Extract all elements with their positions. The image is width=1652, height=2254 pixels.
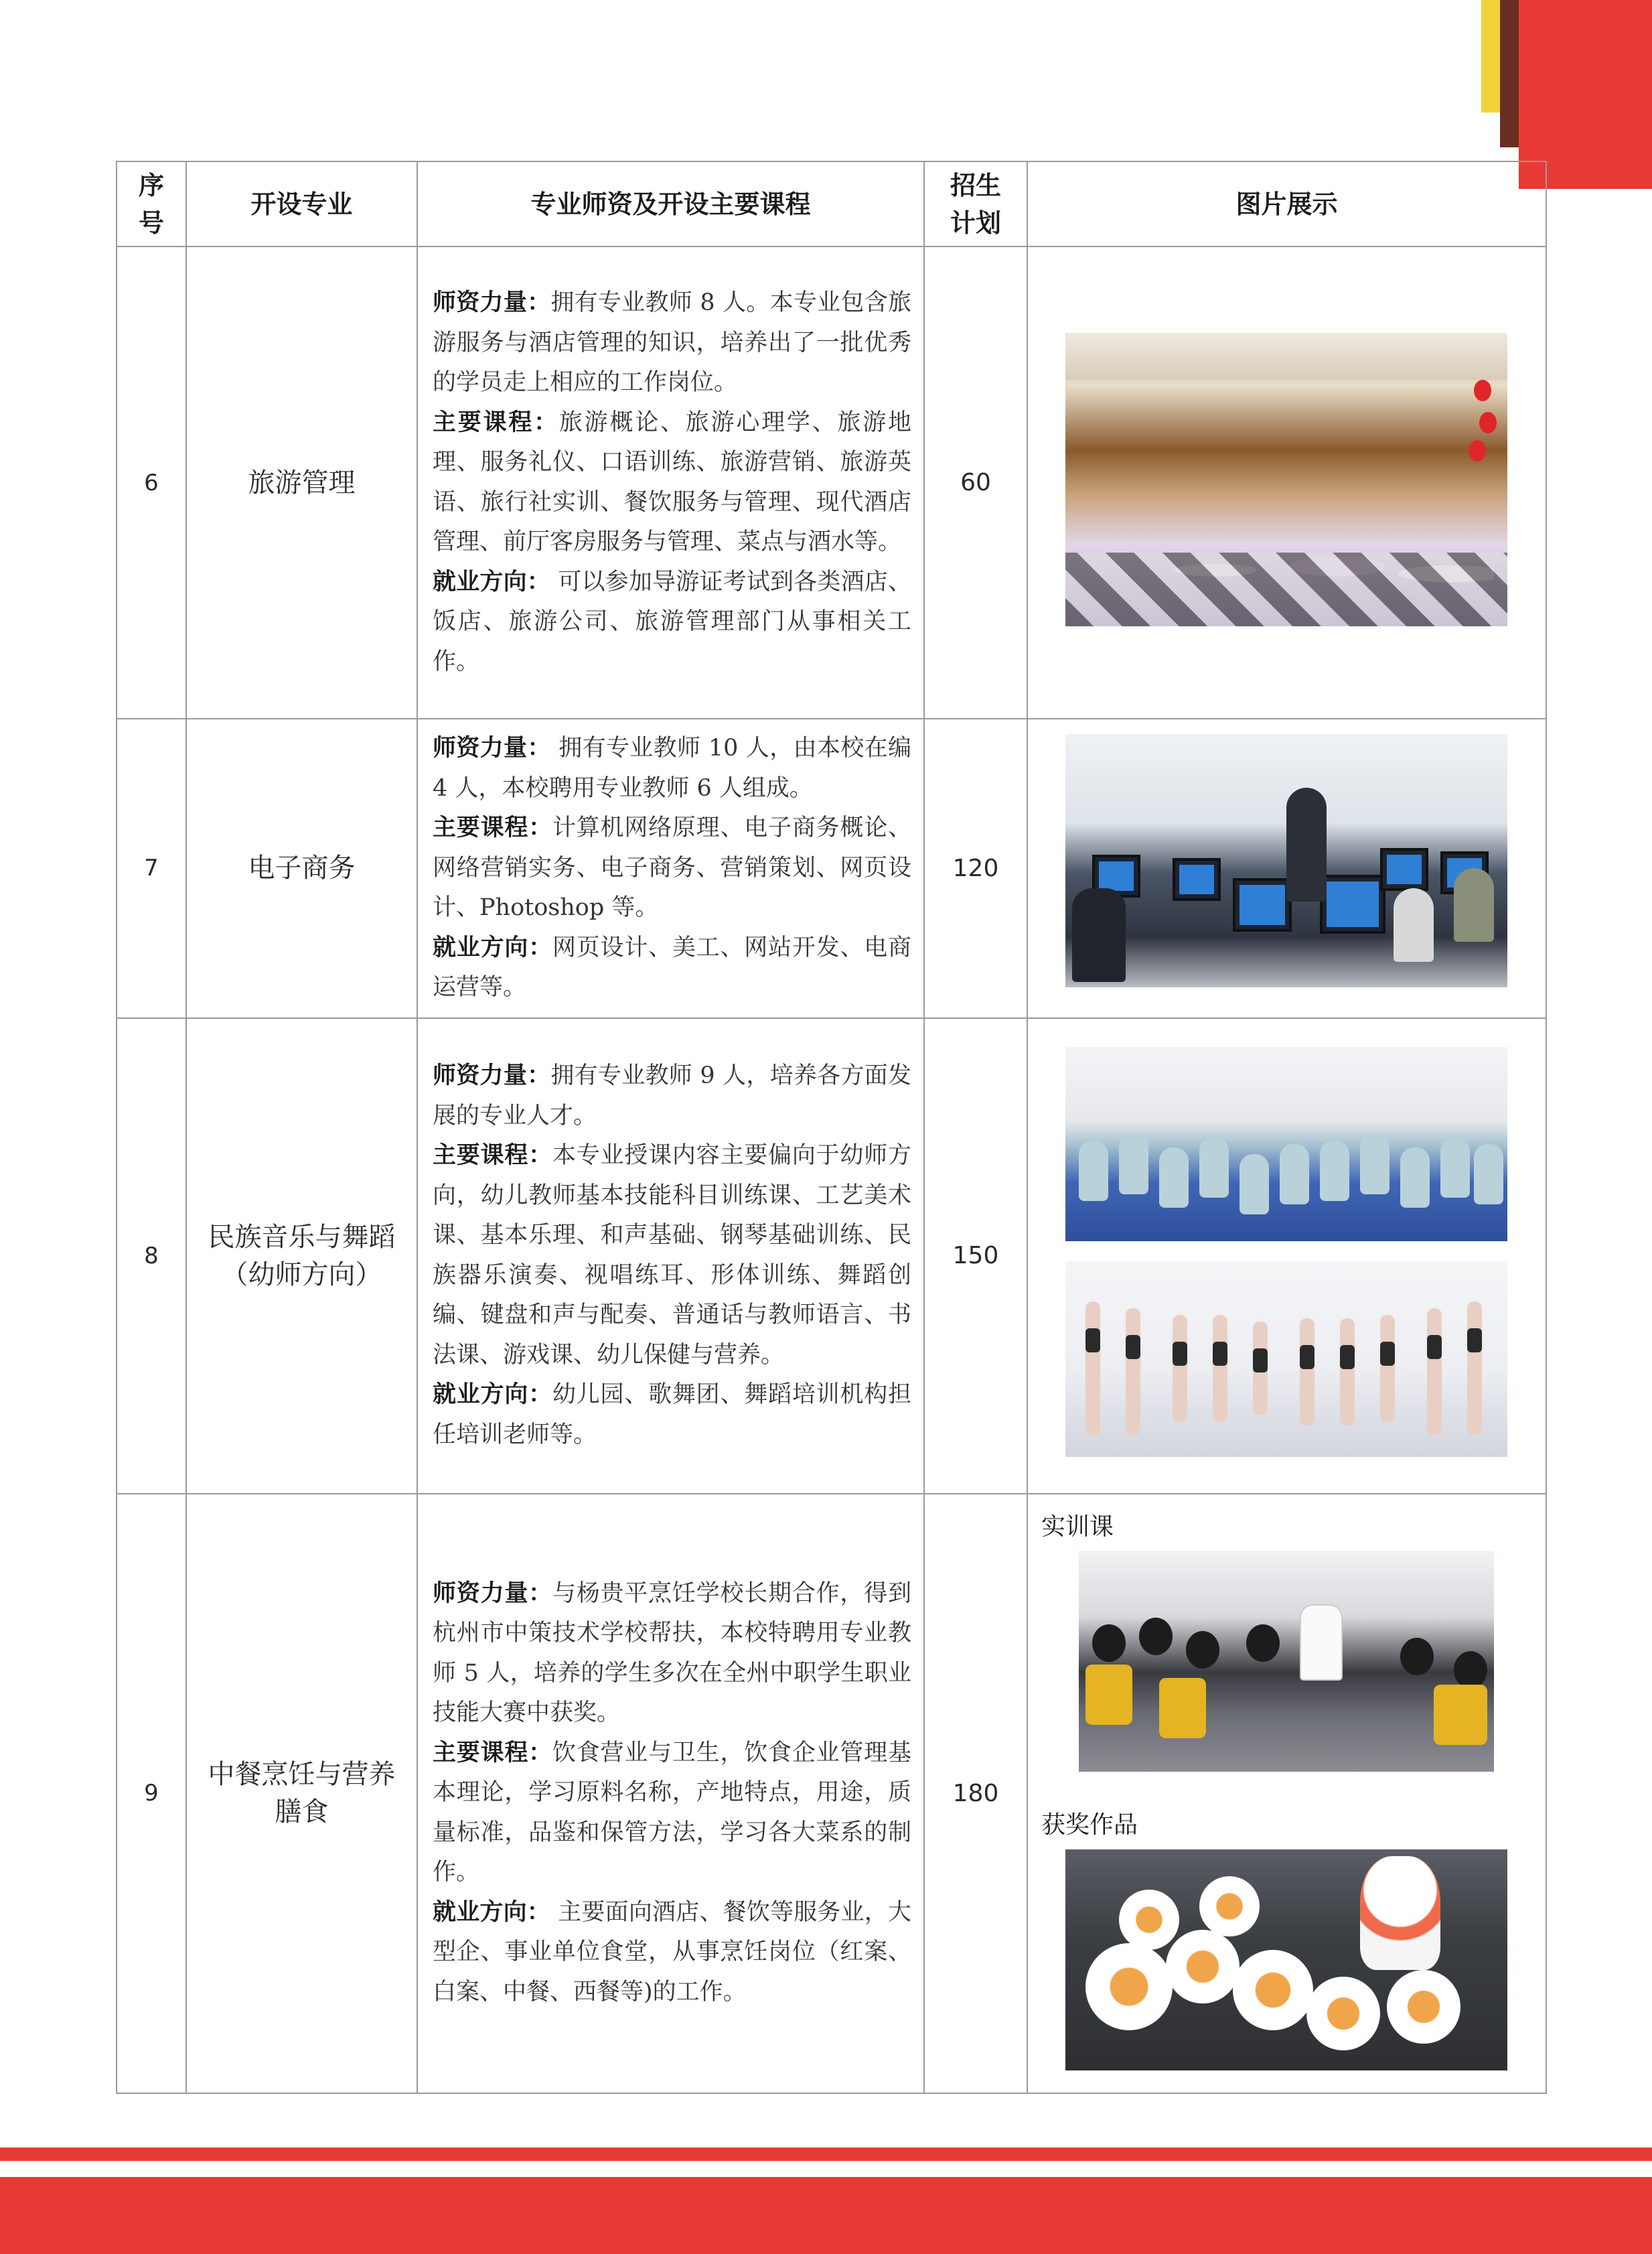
career-label: 就业方向： [433, 1898, 550, 1926]
major-name [186, 1018, 417, 1494]
major-name-line2: （幼师方向） [221, 1259, 382, 1290]
courses-text: 本专业授课内容主要偏向于幼师方向，幼儿教师基本技能科目训练课、工艺美术课、基本乐理、和声基础、钢琴基础训练、民族器乐演奏、视唱练耳、形体训练、舞蹈创编、键盘和声与配奏、普通话与教师语言、书法课、游戏课、幼儿保健与营养。 [433, 1142, 911, 1368]
caption-training: 实训课 [1041, 1512, 1114, 1541]
corner-deco-yellow [1481, 0, 1500, 113]
career-text: 网页设计、美工、网站开发、电商运营等。 [433, 934, 911, 1001]
award-dishes-photo [1065, 1849, 1507, 2070]
header-desc: 专业师资及开设主要课程 [417, 161, 924, 246]
corner-deco-brown [1500, 0, 1519, 147]
image-cell [1027, 719, 1546, 1018]
table-row [117, 1494, 1546, 2093]
faculty-text: 拥有专业教师 10 人，由本校在编 4 人，本校聘用专业教师 6 人组成。 [433, 735, 911, 802]
courses-label: 主要课程： [433, 409, 559, 436]
table-row [117, 719, 1546, 1018]
header-num: 序 号 [117, 161, 186, 246]
dance-class-photo [1065, 1047, 1507, 1241]
major-name-line1: 民族音乐与舞蹈 [208, 1221, 396, 1253]
table-row [117, 246, 1546, 719]
computer-lab-photo [1065, 734, 1507, 987]
major-name: 电子商务 [186, 719, 417, 1018]
major-name [186, 1494, 417, 2093]
ballet-practice-photo [1065, 1261, 1507, 1457]
table-header-row [117, 161, 1546, 246]
image-cell [1027, 1494, 1546, 2093]
image-cell [1027, 246, 1546, 719]
career-text: 主要面向酒店、餐饮等服务业，大型企、事业单位食堂，从事烹饪岗位（红案、白案、中餐、西餐等)的工作。 [433, 1898, 911, 2005]
courses-text: 旅游概论、旅游心理学、旅游地理、服务礼仪、口语训练、旅游营销、旅游英语、旅行社实训、餐饮服务与管理、现代酒店管理、前厅客房服务与管理、菜点与酒水等。 [433, 409, 911, 555]
career-label: 就业方向： [433, 1381, 552, 1408]
courses-text: 饮食营业与卫生，饮食企业管理基本理论，学习原料名称，产地特点，用途，质量标准，品鉴和保管方法，学习各大菜系的制作。 [433, 1739, 911, 1886]
major-name: 旅游管理 [186, 246, 417, 719]
faculty-label: 师资力量： [433, 1062, 551, 1089]
header-images: 图片展示 [1027, 161, 1546, 246]
footer-band-thick [0, 2177, 1652, 2254]
courses-label: 主要课程： [433, 1142, 552, 1169]
courses-text: 计算机网络原理、电子商务概论、网络营销实务、电子商务、营销策划、网页设计、Photoshop 等。 [433, 815, 911, 921]
enrollment-plan: 60 [924, 246, 1027, 719]
courses-label: 主要课程： [433, 1739, 552, 1766]
enrollment-plan: 120 [924, 719, 1027, 1018]
major-description [417, 246, 924, 719]
row-number: 7 [117, 719, 186, 1018]
major-name-line2: 膳食 [275, 1797, 329, 1827]
faculty-label: 师资力量： [433, 289, 551, 316]
career-label: 就业方向： [433, 568, 550, 595]
majors-table [116, 161, 1547, 2094]
career-text: 可以参加导游证考试到各类酒店、饭店、旅游公司、旅游管理部门从事相关工作。 [433, 568, 911, 675]
major-name-line1: 中餐烹饪与营养 [208, 1759, 396, 1790]
faculty-text: 拥有专业教师 9 人，培养各方面发展的专业人才。 [433, 1062, 911, 1129]
faculty-text: 与杨贵平烹饪学校长期合作，得到杭州市中策技术学校帮扶，本校特聘用专业教师 5 人，培养的学生多次在全州中职学生职业技能大赛中获奖。 [433, 1579, 911, 1727]
row-number: 9 [117, 1494, 186, 2093]
table-row [117, 1018, 1546, 1494]
career-label: 就业方向： [433, 934, 552, 961]
header-plan: 招生 计划 [924, 161, 1027, 246]
footer-band-thin [0, 2147, 1652, 2161]
courses-label: 主要课程： [433, 815, 552, 841]
caption-award: 获奖作品 [1041, 1811, 1138, 1839]
career-text: 幼儿园、歌舞团、舞蹈培训机构担任培训老师等。 [433, 1381, 911, 1448]
cooking-class-photo [1079, 1551, 1494, 1772]
enrollment-plan: 180 [924, 1494, 1027, 2093]
restaurant-photo [1065, 333, 1507, 626]
major-description [417, 1018, 924, 1494]
faculty-label: 师资力量： [433, 1579, 552, 1607]
row-number: 8 [117, 1018, 186, 1494]
major-description [417, 1494, 924, 2093]
row-number: 6 [117, 246, 186, 719]
image-cell [1027, 1018, 1546, 1494]
enrollment-plan: 150 [924, 1018, 1027, 1494]
major-description [417, 719, 924, 1018]
faculty-label: 师资力量： [433, 735, 551, 762]
faculty-text: 拥有专业教师 8 人。本专业包含旅游服务与酒店管理的知识，培养出了一批优秀的学员走上相应的工作岗位。 [433, 289, 911, 396]
header-major: 开设专业 [186, 161, 417, 246]
